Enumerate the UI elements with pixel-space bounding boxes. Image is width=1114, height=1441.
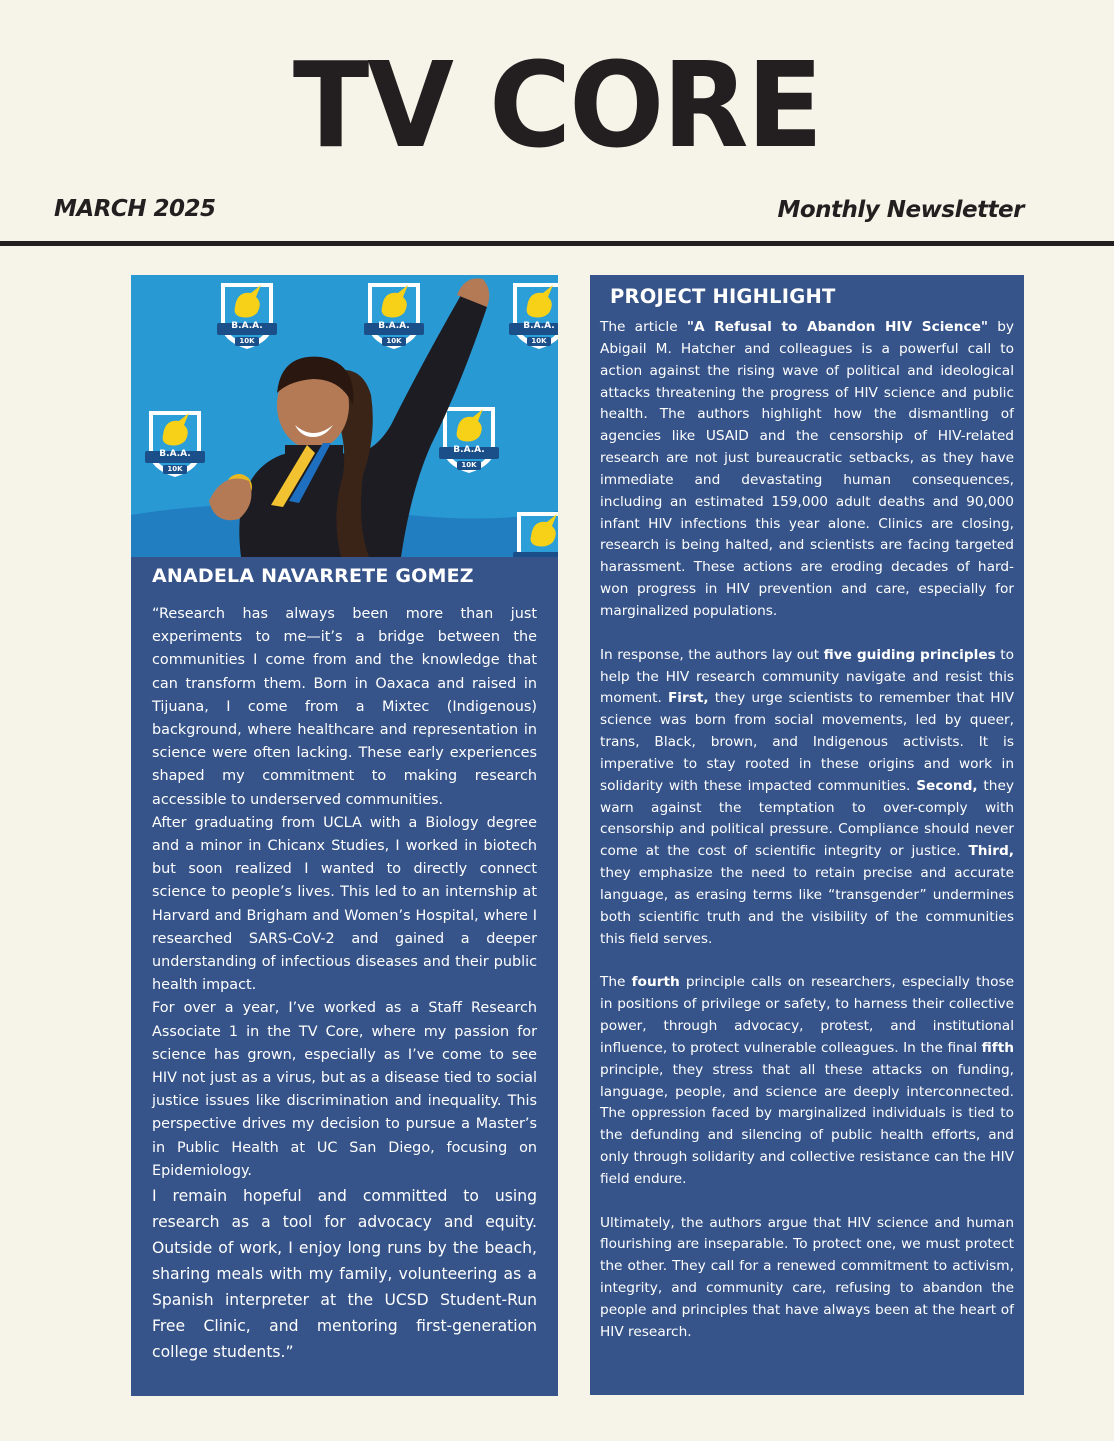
newsletter-tagline: Monthly Newsletter <box>777 197 1024 223</box>
baa-logo-subtext: 10K <box>531 337 547 345</box>
profile-photo-illustration <box>131 275 558 557</box>
header-divider <box>0 241 1114 246</box>
baa-logo-text: B.A.A. <box>231 321 263 331</box>
bio-paragraph: I remain hopeful and committed to using research as a tool for advocacy and equity. Outside of work, I enjoy long runs by the beach, sharing meals with my family, volunteering as a Spanish interpreter at the UCSD Student-Run Free Clinic, and mentoring first-generation college students.” <box>152 1187 537 1362</box>
baa-logo-subtext: 10K <box>239 337 255 345</box>
baa-logo-text: B.A.A. <box>523 321 555 331</box>
baa-logo-text: B.A.A. <box>453 445 485 455</box>
article-paragraph: The article "A Refusal to Abandon HIV Science" by Abigail M. Hatcher and colleagues is a powerful call to action against the rising wave of political and ideological attacks threatening the progress of HIV science and public health. The authors highlight how the dismantling of agencies like USAID and the censorship of HIV-related research are not just bureaucratic setbacks, as they have immediate and devastating human consequences, including an estimated 159,000 adult deaths and 90,000 infant HIV infections this year alone. Clinics are closing, research is being halted, and scientists are facing targeted harassment. These actions are eroding decades of hard-won progress in HIV prevention and care, especially for marginalized populations. <box>600 319 1014 619</box>
baa-logo-subtext: 10K <box>461 461 477 469</box>
article-paragraph: In response, the authors lay out five guiding principles to help the HIV research community navigate and resist this moment. First, they urge scientists to remember that HIV science was born from social movements, led by queer, trans, Black, brown, and Indigenous activists. It is imperative to stay rooted in these origins and work in solidarity with these impacted communities. Second, they warn against the temptation to over-comply with censorship and political pressure. Compliance should never come at the cost of scientific integrity or justice. Third, they emphasize the need to retain precise and accurate language, as erasing terms like “transgender” undermines both scientific truth and the visibility of the communities this field serves. <box>600 646 1015 947</box>
bio-paragraph: For over a year, I’ve worked as a Staff Research Associate 1 in the TV Core, where my passion for science has grown, especially as I’ve come to see HIV not just as a virus, but as a disease tied to social justice issues like discrimination and inequality. This perspective drives my decision to pursue a Master’s in Public Health at UC San Diego, focusing on Epidemiology. <box>152 1000 537 1179</box>
article-paragraph: The fourth principle calls on researchers, especially those in positions of privilege or safety, to harness their collective power, through advocacy, protest, and institutional influence, to protect vulnerable colleagues. In the final fifth principle, they stress that all these attacks on funding, language, people, and science are deeply interconnected. The oppression faced by marginalized individuals is tied to the defunding and silencing of public health efforts, and only through solidarity and collective resistance can the HIV field endure. <box>600 974 1015 1187</box>
newsletter-title: TV CORE <box>292 37 822 175</box>
baa-logo-text: B.A.A. <box>378 321 410 331</box>
baa-logo-6 <box>513 512 558 557</box>
profile-name: ANADELA NAVARRETE GOMEZ <box>152 565 474 587</box>
baa-logo-text: B.A.A. <box>159 449 191 459</box>
section-title: PROJECT HIGHLIGHT <box>610 285 836 308</box>
issue-date: MARCH 2025 <box>54 196 216 222</box>
highlight-article <box>600 317 1014 1344</box>
bio-paragraph: After graduating from UCLA with a Biology degree and a minor in Chicanx Studies, I worked in biotech but soon realized I wanted to directly connect science to people’s lives. This led to an internship at Harvard and Brigham and Women’s Hospital, where I researched SARS-CoV-2 and gained a deeper understanding of infectious diseases and their public health impact. <box>152 814 537 994</box>
profile-bio <box>152 603 537 1365</box>
profile-photo <box>131 275 558 557</box>
bio-paragraph: “Research has always been more than just experiments to me—it’s a bridge between the communities I come from and the knowledge that can transform them. Born in Oaxaca and raised in Tijuana, I come from a Mixtec (Indigenous) background, where healthcare and representation in science were often lacking. These early experiences shaped my commitment to making research accessible to underserved communities. <box>152 606 537 808</box>
project-highlight-panel <box>590 275 1024 1395</box>
baa-logo-subtext: 10K <box>386 337 402 345</box>
baa-logo-subtext: 10K <box>167 465 183 473</box>
article-paragraph: Ultimately, the authors argue that HIV science and human flourishing are inseparable. To protect one, we must protect the other. They call for a renewed commitment to activism, integrity, and community care, refusing to abandon the people and principles that have always been at the heart of HIV research. <box>600 1214 1014 1340</box>
profile-panel <box>131 275 558 1396</box>
